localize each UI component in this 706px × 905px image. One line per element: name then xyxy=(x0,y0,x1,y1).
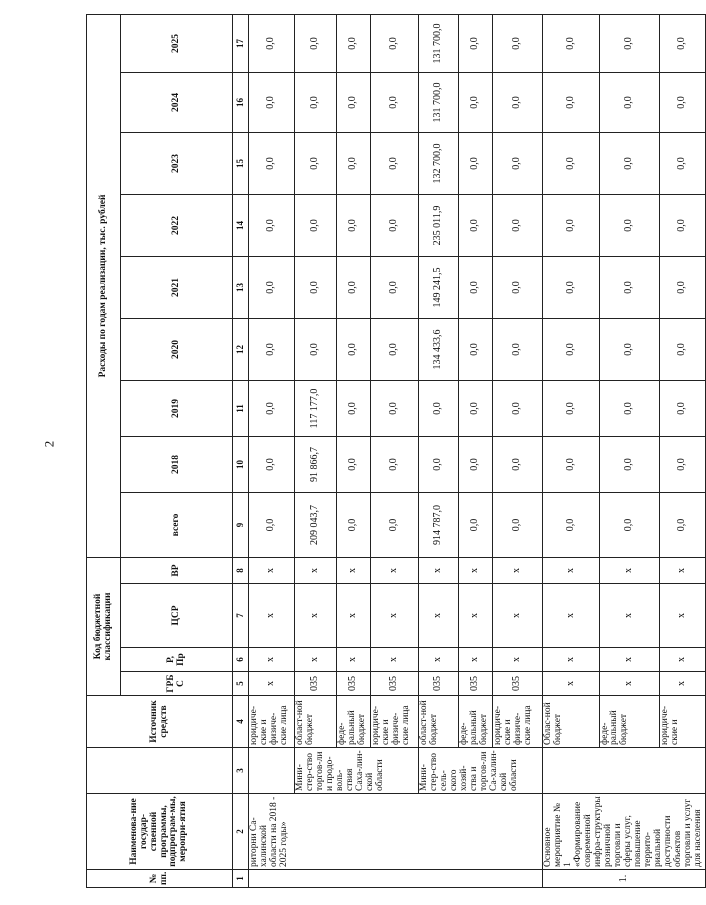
csr-cell: х xyxy=(371,584,419,648)
year-value-cell: 0,0 xyxy=(493,318,543,380)
source-cell: юридиче-ские и физиче-ские лица xyxy=(493,696,543,748)
vr-cell: х xyxy=(371,557,419,583)
year-value-cell: 0,0 xyxy=(493,380,543,436)
rpr-cell: х xyxy=(371,648,419,672)
column-number: 10 xyxy=(233,436,249,492)
year-value-cell: 0,0 xyxy=(599,14,659,72)
csr-cell: х xyxy=(337,584,371,648)
year-value-cell: 0,0 xyxy=(543,132,600,194)
year-value-cell: 0,0 xyxy=(493,72,543,132)
column-number: 15 xyxy=(233,132,249,194)
ministry-name-cell: Мини-стер-ство торгов-ли и продо-воль-ствия Саха-лин-ской области xyxy=(295,748,419,794)
csr-cell: х xyxy=(599,584,659,648)
ministry-name-cell: Мини-стер-ство сель-ского хозяй-ства и торгов-ли Са-халин-ской области xyxy=(419,748,543,794)
column-number: 12 xyxy=(233,318,249,380)
source-cell: феде-ральный бюджет xyxy=(599,696,659,748)
year-value-cell: 0,0 xyxy=(599,256,659,318)
vr-cell: х xyxy=(295,557,337,583)
source-cell: Облас-ной бюджет xyxy=(543,696,600,748)
header-no: № пп. xyxy=(87,870,233,888)
year-value-cell: 0,0 xyxy=(337,436,371,492)
source-cell: юридиче-ские и физиче-ские лица xyxy=(249,696,295,748)
table-body xyxy=(249,14,706,887)
year-value-cell: 0,0 xyxy=(371,256,419,318)
column-number: 11 xyxy=(233,380,249,436)
source-cell: феде-ральный бюджет xyxy=(337,696,371,748)
year-value-cell: 0,0 xyxy=(337,14,371,72)
year-value-cell: 0,0 xyxy=(295,72,337,132)
year-value-cell: 0,0 xyxy=(459,194,493,256)
year-value-cell: 131 700,0 xyxy=(419,72,459,132)
grbs-cell: 035 xyxy=(459,672,493,696)
year-value-cell: 0,0 xyxy=(337,72,371,132)
year-value-cell: 0,0 xyxy=(493,14,543,72)
column-number: 3 xyxy=(233,748,249,794)
year-value-cell: 0,0 xyxy=(249,14,295,72)
total-cell: 0,0 xyxy=(337,492,371,557)
column-number-row xyxy=(233,14,249,887)
year-value-cell: 0,0 xyxy=(599,318,659,380)
event-name-cell: Основное мероприятие № 1 «Формирование современной инфра-структуры розничной торговли и сферы услуг, повышение террито-риальной доступности объектов торговли и услуг для населения xyxy=(543,794,706,870)
csr-cell: х xyxy=(249,584,295,648)
column-number: 2 xyxy=(233,794,249,870)
year-value-cell: 0,0 xyxy=(459,14,493,72)
year-value-cell: 0,0 xyxy=(419,380,459,436)
vr-cell: х xyxy=(659,557,705,583)
total-cell: 209 043,7 xyxy=(295,492,337,557)
column-number: 7 xyxy=(233,584,249,648)
rpr-cell: х xyxy=(249,648,295,672)
header-name: Наименова-ние государ-ственной программы, подпрограм-мы, меропри-ятия xyxy=(87,794,233,870)
grbs-cell: х xyxy=(249,672,295,696)
year-value-cell: 0,0 xyxy=(459,436,493,492)
total-cell: 0,0 xyxy=(459,492,493,557)
column-number: 5 xyxy=(233,672,249,696)
year-value-cell: 0,0 xyxy=(337,318,371,380)
year-value-cell: 0,0 xyxy=(249,256,295,318)
year-value-cell: 0,0 xyxy=(295,318,337,380)
year-value-cell: 0,0 xyxy=(371,132,419,194)
year-value-cell: 0,0 xyxy=(599,194,659,256)
grbs-cell: 035 xyxy=(371,672,419,696)
header-source: Источник средств xyxy=(87,696,233,748)
year-value-cell: 0,0 xyxy=(249,436,295,492)
csr-cell: х xyxy=(419,584,459,648)
total-cell: 0,0 xyxy=(599,492,659,557)
rpr-cell: х xyxy=(493,648,543,672)
year-value-cell: 0,0 xyxy=(419,436,459,492)
year-value-cell: 0,0 xyxy=(371,194,419,256)
year-value-cell: 0,0 xyxy=(337,256,371,318)
header-grbs: ГРБ С xyxy=(121,672,233,696)
csr-cell: х xyxy=(493,584,543,648)
column-number: 8 xyxy=(233,557,249,583)
header-rpr: Р, Пр xyxy=(121,648,233,672)
header-year: 2023 xyxy=(121,132,233,194)
year-value-cell: 0,0 xyxy=(543,14,600,72)
year-value-cell: 0,0 xyxy=(543,256,600,318)
rpr-cell: х xyxy=(337,648,371,672)
header-csr: ЦСР xyxy=(121,584,233,648)
year-value-cell: 235 011,9 xyxy=(419,194,459,256)
column-number: 16 xyxy=(233,72,249,132)
column-number: 1 xyxy=(233,870,249,888)
year-value-cell: 0,0 xyxy=(599,132,659,194)
year-value-cell: 0,0 xyxy=(659,436,705,492)
total-cell: 0,0 xyxy=(659,492,705,557)
event-number-cell: 1. xyxy=(543,870,706,888)
source-cell: юридиче-ские и xyxy=(659,696,705,748)
table-row xyxy=(295,14,337,887)
year-value-cell: 0,0 xyxy=(249,318,295,380)
rpr-cell: х xyxy=(599,648,659,672)
header-ministry xyxy=(87,748,233,794)
ministry-blank-cell xyxy=(249,748,295,794)
event-ministry-cell xyxy=(543,748,706,794)
source-cell: област-ной бюджет xyxy=(295,696,337,748)
total-cell: 0,0 xyxy=(543,492,600,557)
year-value-cell: 0,0 xyxy=(543,318,600,380)
year-value-cell: 0,0 xyxy=(659,194,705,256)
total-cell: 0,0 xyxy=(371,492,419,557)
column-number: 6 xyxy=(233,648,249,672)
source-cell: феде-ральный бюджет xyxy=(459,696,493,748)
rpr-cell: х xyxy=(659,648,705,672)
vr-cell: х xyxy=(599,557,659,583)
year-value-cell: 132 700,0 xyxy=(419,132,459,194)
year-value-cell: 0,0 xyxy=(337,380,371,436)
rpr-cell: х xyxy=(543,648,600,672)
csr-cell: х xyxy=(459,584,493,648)
table-row xyxy=(543,14,600,887)
grbs-cell: 035 xyxy=(337,672,371,696)
year-value-cell: 0,0 xyxy=(459,380,493,436)
rotated-table-container xyxy=(86,15,703,888)
year-value-cell: 0,0 xyxy=(371,436,419,492)
year-value-cell: 0,0 xyxy=(493,436,543,492)
header-year: 2025 xyxy=(121,14,233,72)
header-total: всего xyxy=(121,492,233,557)
header-year: 2022 xyxy=(121,194,233,256)
year-value-cell: 0,0 xyxy=(543,380,600,436)
row-number-cell xyxy=(249,870,543,888)
year-value-cell: 134 433,6 xyxy=(419,318,459,380)
year-value-cell: 0,0 xyxy=(493,256,543,318)
total-cell: 0,0 xyxy=(249,492,295,557)
year-value-cell: 0,0 xyxy=(459,256,493,318)
table-row xyxy=(249,14,295,887)
program-name-cell: риторни Са-халинской области на 2018 - 2025 годы» xyxy=(249,794,543,870)
year-value-cell: 0,0 xyxy=(599,72,659,132)
grbs-cell: 035 xyxy=(295,672,337,696)
header-year: 2020 xyxy=(121,318,233,380)
grbs-cell: х xyxy=(543,672,600,696)
vr-cell: х xyxy=(249,557,295,583)
header-year: 2019 xyxy=(121,380,233,436)
year-value-cell: 91 866,7 xyxy=(295,436,337,492)
grbs-cell: х xyxy=(659,672,705,696)
year-value-cell: 0,0 xyxy=(295,14,337,72)
vr-cell: х xyxy=(419,557,459,583)
budget-table xyxy=(86,14,706,888)
vr-cell: х xyxy=(459,557,493,583)
rpr-cell: х xyxy=(419,648,459,672)
rpr-cell: х xyxy=(295,648,337,672)
year-value-cell: 131 700,0 xyxy=(419,14,459,72)
year-value-cell: 0,0 xyxy=(659,380,705,436)
year-value-cell: 0,0 xyxy=(295,256,337,318)
year-value-cell: 0,0 xyxy=(295,132,337,194)
csr-cell: х xyxy=(659,584,705,648)
year-value-cell: 0,0 xyxy=(493,132,543,194)
header-expenses: Расходы по годам реализации, тыс. рублей xyxy=(87,14,121,557)
vr-cell: х xyxy=(493,557,543,583)
year-value-cell: 0,0 xyxy=(459,132,493,194)
year-value-cell: 0,0 xyxy=(371,72,419,132)
year-value-cell: 0,0 xyxy=(459,318,493,380)
vr-cell: х xyxy=(337,557,371,583)
year-value-cell: 149 241,5 xyxy=(419,256,459,318)
year-value-cell: 0,0 xyxy=(371,380,419,436)
year-value-cell: 0,0 xyxy=(599,436,659,492)
column-number: 17 xyxy=(233,14,249,72)
year-value-cell: 0,0 xyxy=(249,72,295,132)
year-value-cell: 0,0 xyxy=(543,194,600,256)
grbs-cell: х xyxy=(599,672,659,696)
total-cell: 0,0 xyxy=(493,492,543,557)
csr-cell: х xyxy=(543,584,600,648)
year-value-cell: 0,0 xyxy=(249,380,295,436)
vr-cell: х xyxy=(543,557,600,583)
year-value-cell: 0,0 xyxy=(659,318,705,380)
column-number: 13 xyxy=(233,256,249,318)
total-cell: 914 787,0 xyxy=(419,492,459,557)
grbs-cell: 035 xyxy=(419,672,459,696)
table-row xyxy=(419,14,459,887)
page-number: 2 xyxy=(41,440,57,448)
year-value-cell: 0,0 xyxy=(249,194,295,256)
header-budget-code: Код бюджетной классификации xyxy=(87,557,121,695)
year-value-cell: 0,0 xyxy=(371,318,419,380)
year-value-cell: 117 177,0 xyxy=(295,380,337,436)
csr-cell: х xyxy=(295,584,337,648)
year-value-cell: 0,0 xyxy=(659,132,705,194)
column-number: 14 xyxy=(233,194,249,256)
year-value-cell: 0,0 xyxy=(295,194,337,256)
source-cell: област-ной бюджет xyxy=(419,696,459,748)
year-value-cell: 0,0 xyxy=(493,194,543,256)
year-value-cell: 0,0 xyxy=(337,132,371,194)
year-value-cell: 0,0 xyxy=(543,72,600,132)
year-value-cell: 0,0 xyxy=(659,256,705,318)
grbs-cell: 035 xyxy=(493,672,543,696)
column-number: 9 xyxy=(233,492,249,557)
header-year: 2018 xyxy=(121,436,233,492)
header-year: 2024 xyxy=(121,72,233,132)
year-value-cell: 0,0 xyxy=(337,194,371,256)
rpr-cell: х xyxy=(459,648,493,672)
year-value-cell: 0,0 xyxy=(659,72,705,132)
year-value-cell: 0,0 xyxy=(459,72,493,132)
year-value-cell: 0,0 xyxy=(543,436,600,492)
header-vr: ВР xyxy=(121,557,233,583)
year-value-cell: 0,0 xyxy=(659,14,705,72)
source-cell: юридиче-ские и физиче-ские лица xyxy=(371,696,419,748)
column-number: 4 xyxy=(233,696,249,748)
year-value-cell: 0,0 xyxy=(599,380,659,436)
year-value-cell: 0,0 xyxy=(371,14,419,72)
header-year: 2021 xyxy=(121,256,233,318)
year-value-cell: 0,0 xyxy=(249,132,295,194)
